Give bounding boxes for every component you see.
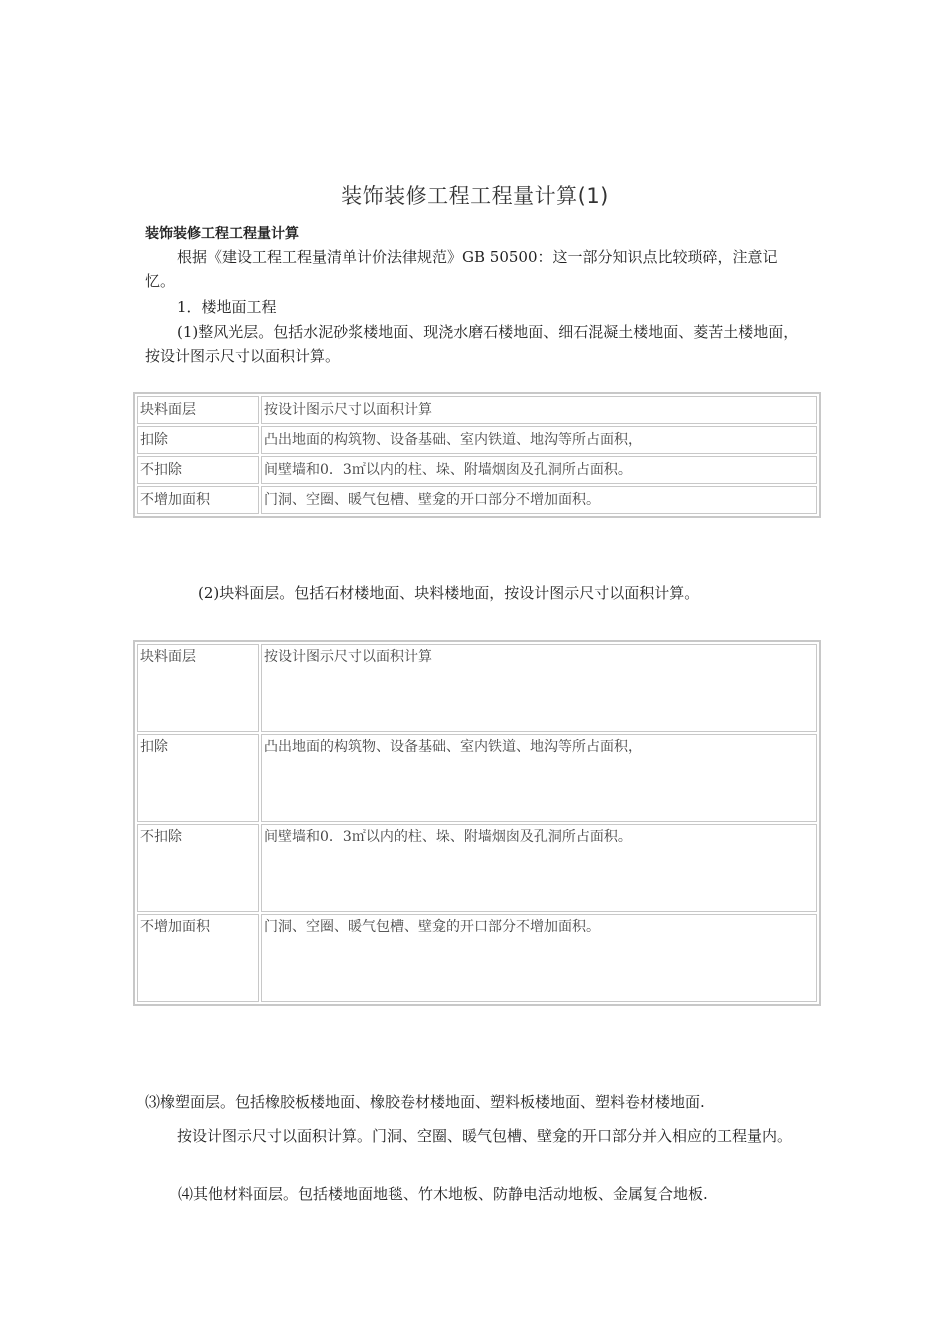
item-2-paragraph: (2)块料面层。包括石材楼地面、块料楼地面，按设计图示尺寸以面积计算。 — [198, 584, 700, 602]
table-row — [137, 486, 817, 514]
table-row — [137, 914, 817, 1002]
table-1 — [133, 392, 821, 518]
item-4-paragraph: ⑷其他材料面层。包括楼地面地毯、竹木地板、防静电活动地板、金属复合地板. — [178, 1185, 708, 1203]
table-row — [137, 644, 817, 732]
table-cell-text: 凸出地面的构筑物、设备基础、室内铁道、地沟等所占面积， — [261, 734, 817, 822]
section-heading: 装饰装修工程工程量计算 — [145, 226, 299, 242]
table-cell-label: 不扣除 — [137, 824, 259, 912]
table-cell-label: 不增加面积 — [137, 486, 259, 514]
table-cell-text: 门洞、空圈、暖气包槽、壁龛的开口部分不增加面积。 — [261, 914, 817, 1002]
page-title: 装饰装修工程工程量计算(1) — [341, 184, 609, 208]
table-2 — [133, 640, 821, 1006]
table-cell-label: 不扣除 — [137, 456, 259, 484]
table-cell-label: 扣除 — [137, 734, 259, 822]
table-row — [137, 396, 817, 424]
item-3-paragraph: ⑶橡塑面层。包括橡胶板楼地面、橡胶卷材楼地面、塑料板楼地面、塑料卷材楼地面. — [145, 1093, 705, 1111]
table-cell-label: 块料面层 — [137, 644, 259, 732]
table-cell-text: 按设计图示尺寸以面积计算 — [261, 396, 817, 424]
table-cell-text: 凸出地面的构筑物、设备基础、室内铁道、地沟等所占面积， — [261, 426, 817, 454]
table-row — [137, 734, 817, 822]
table-row — [137, 426, 817, 454]
table-cell-label: 不增加面积 — [137, 914, 259, 1002]
table-cell-text: 间壁墙和0．3㎡以内的柱、垛、附墙烟囱及孔洞所占面积。 — [261, 456, 817, 484]
table-row — [137, 824, 817, 912]
table-cell-label: 扣除 — [137, 426, 259, 454]
table-row — [137, 456, 817, 484]
intro-paragraph: 根据《建设工程工程量清单计价法律规范》GB 50500：这一部分知识点比较琐碎，注意记忆。 — [145, 248, 778, 290]
section-floor-title: 1．楼地面工程 — [177, 298, 277, 316]
table-cell-text: 间壁墙和0．3㎡以内的柱、垛、附墙烟囱及孔洞所占面积。 — [261, 824, 817, 912]
table-cell-text: 按设计图示尺寸以面积计算 — [261, 644, 817, 732]
item-3-detail: 按设计图示尺寸以面积计算。门洞、空圈、暖气包槽、壁龛的开口部分并入相应的工程量内。 — [177, 1127, 793, 1145]
item-1-paragraph: (1)整风光层。包括水泥砂浆楼地面、现浇水磨石楼地面、细石混凝土楼地面、菱苦土楼地面，按设计图示尺寸以面积计算。 — [145, 323, 799, 365]
table-cell-label: 块料面层 — [137, 396, 259, 424]
table-cell-text: 门洞、空圈、暖气包槽、壁龛的开口部分不增加面积。 — [261, 486, 817, 514]
